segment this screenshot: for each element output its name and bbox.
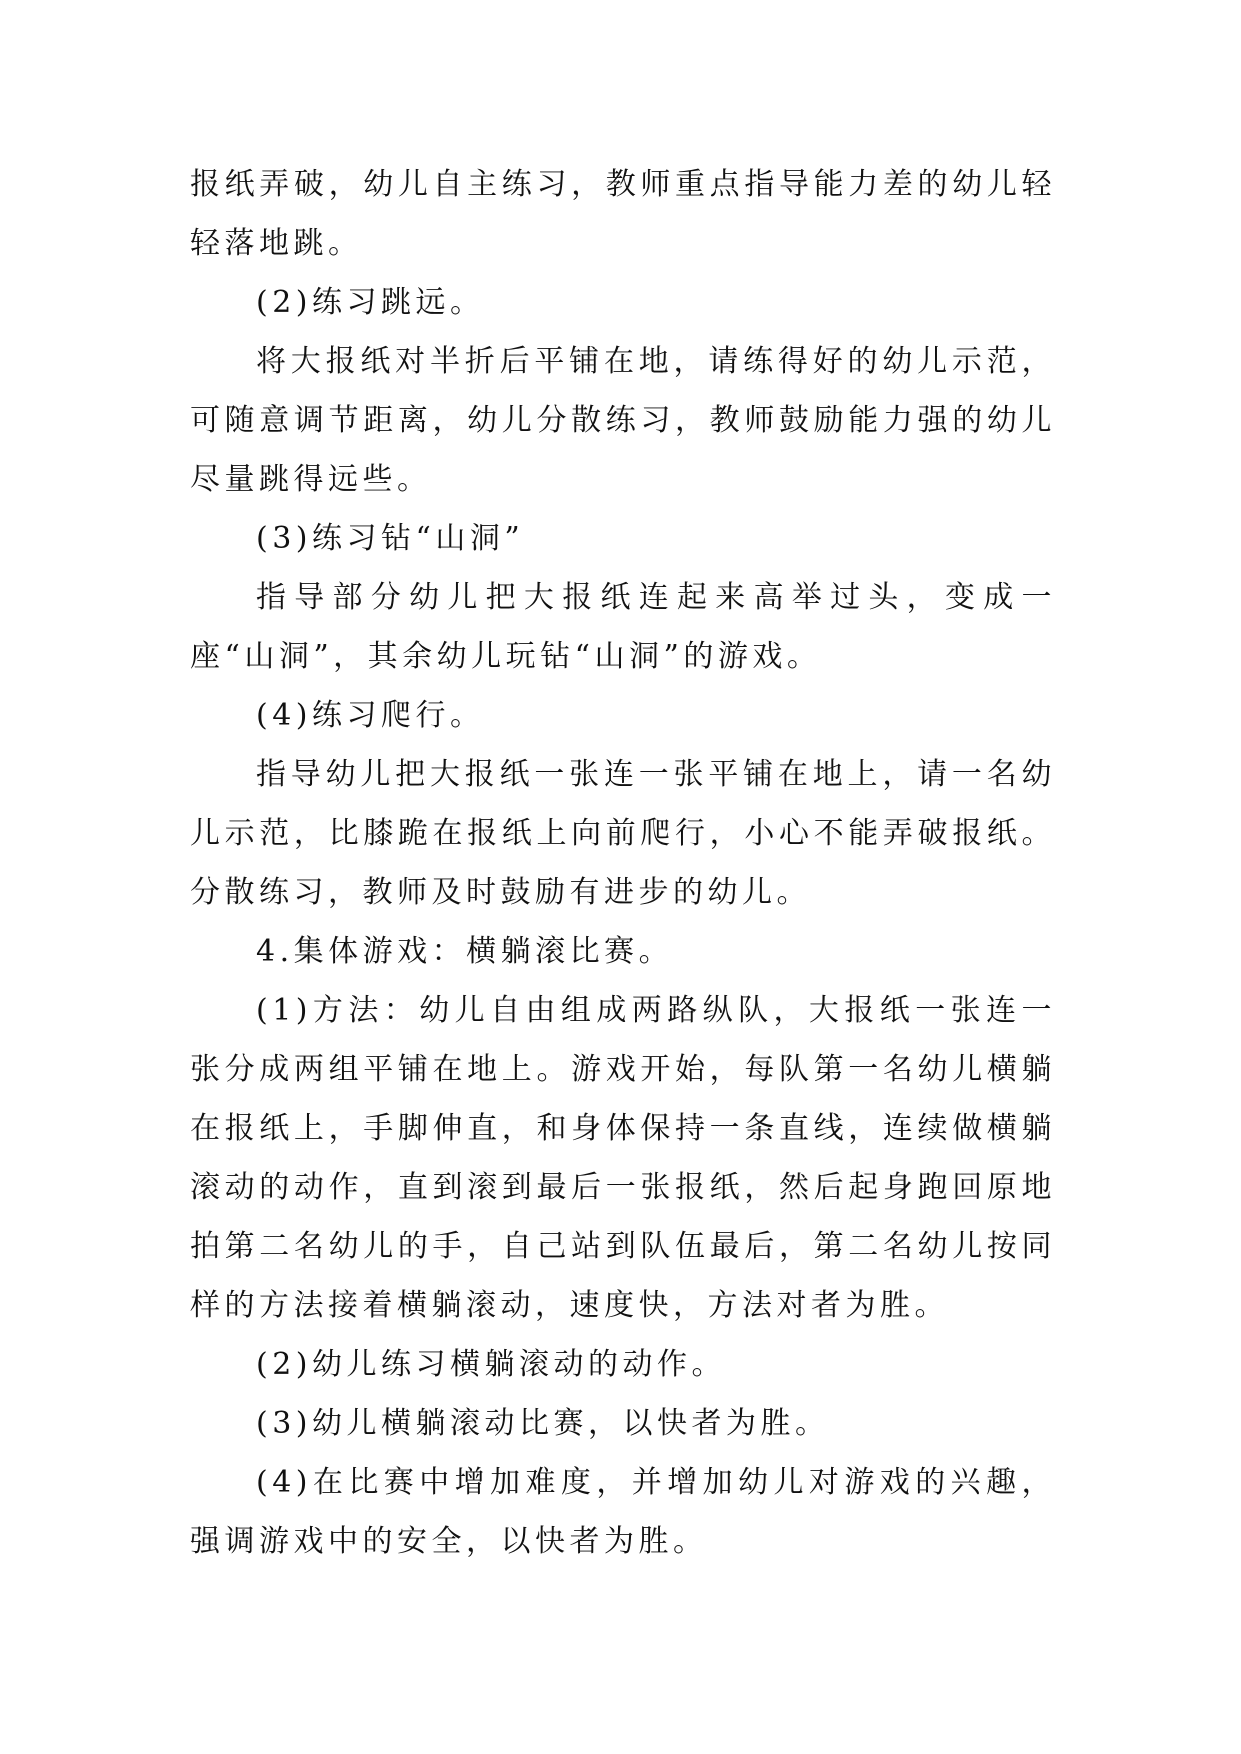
paragraph-game-difficulty: (4)在比赛中增加难度，并增加幼儿对游戏的兴趣，强调游戏中的安全，以快者为胜。 — [190, 1465, 1056, 1559]
paragraph-game-practice: (2)幼儿练习横躺滚动的动作。 — [256, 1347, 726, 1382]
paragraph-continuation: 报纸弄破，幼儿自主练习，教师重点指导能力差的幼儿轻轻落地跳。 — [190, 167, 1056, 261]
paragraph-game-method: (1)方法：幼儿自由组成两路纵队，大报纸一张连一张分成两组平铺在地上。游戏开始，每队第一名幼儿横躺在报纸上，手脚伸直，和身体保持一条直线，连续做横躺滚动的动作，直到滚到最后一张报纸，然后起身跑回原地拍第二名幼儿的手，自己站到队伍最后，第二名幼儿按同样的方法接着横躺滚动，速度快，方法对者为胜。 — [190, 993, 1056, 1323]
document-page — [190, 155, 1056, 1571]
paragraph-step-3-body: 指导部分幼儿把大报纸连起来高举过头，变成一座“山洞”，其余幼儿玩钻“山洞”的游戏。 — [190, 580, 1056, 674]
paragraph-step-3-heading: (3)练习钻“山洞” — [256, 521, 525, 556]
paragraph-step-4-heading: (4)练习爬行。 — [256, 698, 485, 733]
paragraph-section-4-heading: 4.集体游戏：横躺滚比赛。 — [256, 934, 674, 969]
paragraph-game-competition: (3)幼儿横躺滚动比赛，以快者为胜。 — [256, 1406, 830, 1441]
paragraph-step-4-body: 指导幼儿把大报纸一张连一张平铺在地上，请一名幼儿示范，比膝跪在报纸上向前爬行，小心不能弄破报纸。分散练习，教师及时鼓励有进步的幼儿。 — [190, 757, 1056, 910]
paragraph-step-2-body: 将大报纸对半折后平铺在地，请练得好的幼儿示范，可随意调节距离，幼儿分散练习，教师鼓励能力强的幼儿尽量跳得远些。 — [190, 344, 1056, 497]
paragraph-step-2-heading: (2)练习跳远。 — [256, 285, 485, 320]
